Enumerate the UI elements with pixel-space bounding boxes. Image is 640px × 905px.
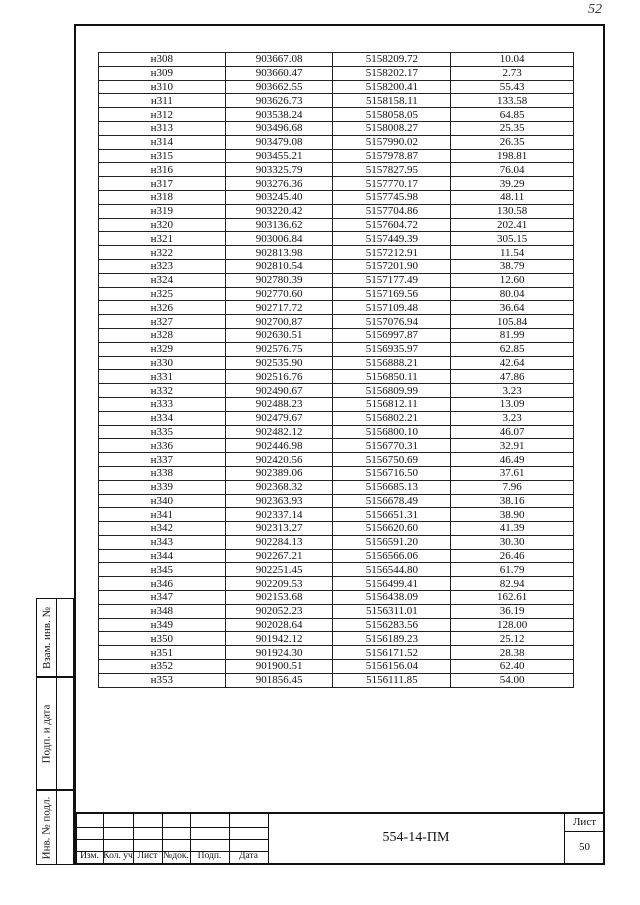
distance-cell: 25.12 (451, 632, 574, 646)
distance-cell: 64.85 (451, 108, 574, 122)
x-coordinate-cell: 903626.73 (225, 94, 333, 108)
x-coordinate-cell: 902251.45 (225, 563, 333, 577)
point-name-cell: н346 (99, 577, 226, 591)
x-coordinate-cell: 902389.06 (225, 466, 333, 480)
point-name-cell: н309 (99, 66, 226, 80)
point-name-cell: н348 (99, 604, 226, 618)
distance-cell: 82.94 (451, 577, 574, 591)
point-name-cell: н308 (99, 53, 226, 67)
table-row (99, 315, 574, 329)
y-coordinate-cell: 5156566.06 (333, 549, 451, 563)
distance-cell: 25.35 (451, 121, 574, 135)
x-coordinate-cell: 902482.12 (225, 425, 333, 439)
y-coordinate-cell: 5156544.80 (333, 563, 451, 577)
x-coordinate-cell: 903538.24 (225, 108, 333, 122)
point-name-cell: н314 (99, 135, 226, 149)
point-name-cell: н320 (99, 218, 226, 232)
y-coordinate-cell: 5157704.86 (333, 204, 451, 218)
distance-cell: 3.23 (451, 384, 574, 398)
point-name-cell: н312 (99, 108, 226, 122)
y-coordinate-cell: 5156111.85 (333, 673, 451, 687)
y-coordinate-cell: 5157177.49 (333, 273, 451, 287)
y-coordinate-cell: 5156156.04 (333, 660, 451, 674)
table-row (99, 425, 574, 439)
y-coordinate-cell: 5157978.87 (333, 149, 451, 163)
distance-cell: 62.40 (451, 660, 574, 674)
table-row (99, 466, 574, 480)
x-coordinate-cell: 901942.12 (225, 632, 333, 646)
x-coordinate-cell: 902490.67 (225, 384, 333, 398)
x-coordinate-cell: 903455.21 (225, 149, 333, 163)
distance-cell: 198.81 (451, 149, 574, 163)
y-coordinate-cell: 5156716.50 (333, 466, 451, 480)
distance-cell: 26.46 (451, 549, 574, 563)
table-row (99, 135, 574, 149)
point-name-cell: н315 (99, 149, 226, 163)
point-name-cell: н316 (99, 163, 226, 177)
distance-cell: 41.39 (451, 522, 574, 536)
point-name-cell: н350 (99, 632, 226, 646)
distance-cell: 30.30 (451, 535, 574, 549)
y-coordinate-cell: 5156311.01 (333, 604, 451, 618)
distance-cell: 28.38 (451, 646, 574, 660)
distance-cell: 61.79 (451, 563, 574, 577)
table-row (99, 632, 574, 646)
distance-cell: 38.16 (451, 494, 574, 508)
point-name-cell: н326 (99, 301, 226, 315)
point-name-cell: н322 (99, 246, 226, 260)
x-coordinate-cell: 901924.30 (225, 646, 333, 660)
document-code: 554-14-ПМ (382, 830, 450, 845)
x-coordinate-cell: 902368.32 (225, 480, 333, 494)
distance-cell: 10.04 (451, 53, 574, 67)
y-coordinate-cell: 5156935.97 (333, 342, 451, 356)
x-coordinate-cell: 902488.23 (225, 397, 333, 411)
distance-cell: 2.73 (451, 66, 574, 80)
point-name-cell: н330 (99, 356, 226, 370)
table-row (99, 411, 574, 425)
point-name-cell: н353 (99, 673, 226, 687)
y-coordinate-cell: 5157201.90 (333, 259, 451, 273)
point-name-cell: н328 (99, 328, 226, 342)
table-row (99, 163, 574, 177)
table-row (99, 660, 574, 674)
x-coordinate-cell: 903479.08 (225, 135, 333, 149)
distance-cell: 105.84 (451, 315, 574, 329)
sheet-label: Лист (572, 816, 597, 828)
y-coordinate-cell: 5156850.11 (333, 370, 451, 384)
table-row (99, 535, 574, 549)
y-coordinate-cell: 5158209.72 (333, 53, 451, 67)
y-coordinate-cell: 5156812.11 (333, 397, 451, 411)
point-name-cell: н333 (99, 397, 226, 411)
table-row (99, 384, 574, 398)
y-coordinate-cell: 5157770.17 (333, 177, 451, 191)
stamp-label-podp: Подп. (197, 851, 222, 861)
point-name-cell: н349 (99, 618, 226, 632)
table-row (99, 439, 574, 453)
table-row (99, 646, 574, 660)
y-coordinate-cell: 5156678.49 (333, 494, 451, 508)
x-coordinate-cell: 902313.27 (225, 522, 333, 536)
sheet-box (564, 814, 604, 865)
title-block (76, 812, 603, 865)
x-coordinate-cell: 903245.40 (225, 190, 333, 204)
distance-cell: 305.15 (451, 232, 574, 246)
distance-cell: 133.58 (451, 94, 574, 108)
point-name-cell: н345 (99, 563, 226, 577)
table-row (99, 342, 574, 356)
point-name-cell: н310 (99, 80, 226, 94)
point-name-cell: н340 (99, 494, 226, 508)
y-coordinate-cell: 5156283.56 (333, 618, 451, 632)
point-name-cell: н329 (99, 342, 226, 356)
y-coordinate-cell: 5157212.91 (333, 246, 451, 260)
point-name-cell: н331 (99, 370, 226, 384)
x-coordinate-cell: 902446.98 (225, 439, 333, 453)
handwritten-page-number: 52 (588, 2, 602, 17)
distance-cell: 32.91 (451, 439, 574, 453)
table-row (99, 149, 574, 163)
y-coordinate-cell: 5156651.31 (333, 508, 451, 522)
point-name-cell: н342 (99, 522, 226, 536)
x-coordinate-cell: 902810.54 (225, 259, 333, 273)
table-row (99, 549, 574, 563)
distance-cell: 38.90 (451, 508, 574, 522)
point-name-cell: н344 (99, 549, 226, 563)
table-row (99, 121, 574, 135)
table-row (99, 246, 574, 260)
point-name-cell: н324 (99, 273, 226, 287)
table-row (99, 259, 574, 273)
y-coordinate-cell: 5156189.23 (333, 632, 451, 646)
table-row (99, 356, 574, 370)
point-name-cell: н321 (99, 232, 226, 246)
x-coordinate-cell: 903006.84 (225, 232, 333, 246)
table-row (99, 80, 574, 94)
side-strip-inv (36, 790, 74, 865)
y-coordinate-cell: 5157076.94 (333, 315, 451, 329)
y-coordinate-cell: 5157827.95 (333, 163, 451, 177)
stamp-label-izm: Изм. (80, 851, 99, 861)
point-name-cell: н347 (99, 591, 226, 605)
table-row (99, 53, 574, 67)
table-row (99, 370, 574, 384)
distance-cell: 130.58 (451, 204, 574, 218)
point-name-cell: н313 (99, 121, 226, 135)
table-row (99, 563, 574, 577)
y-coordinate-cell: 5156171.52 (333, 646, 451, 660)
point-name-cell: н319 (99, 204, 226, 218)
x-coordinate-cell: 903667.08 (225, 53, 333, 67)
coordinates-table (98, 52, 574, 688)
x-coordinate-cell: 903325.79 (225, 163, 333, 177)
distance-cell: 162.61 (451, 591, 574, 605)
point-name-cell: н343 (99, 535, 226, 549)
y-coordinate-cell: 5156750.69 (333, 453, 451, 467)
point-name-cell: н334 (99, 411, 226, 425)
table-row (99, 204, 574, 218)
x-coordinate-cell: 902700.87 (225, 315, 333, 329)
side-strip-vzam (36, 598, 74, 677)
y-coordinate-cell: 5156685.13 (333, 480, 451, 494)
x-coordinate-cell: 902630.51 (225, 328, 333, 342)
table-row (99, 604, 574, 618)
x-coordinate-cell: 902420.56 (225, 453, 333, 467)
x-coordinate-cell: 902209.53 (225, 577, 333, 591)
point-name-cell: н339 (99, 480, 226, 494)
stamp-label-kol-uch: Кол. уч (103, 851, 133, 861)
side-strip-podp-label: Подп. и дата (40, 704, 53, 763)
x-coordinate-cell: 902363.93 (225, 494, 333, 508)
x-coordinate-cell: 902780.39 (225, 273, 333, 287)
table-row (99, 618, 574, 632)
distance-cell: 55.43 (451, 80, 574, 94)
table-row (99, 218, 574, 232)
revision-grid (76, 814, 268, 865)
x-coordinate-cell: 902267.21 (225, 549, 333, 563)
point-name-cell: н336 (99, 439, 226, 453)
distance-cell: 3.23 (451, 411, 574, 425)
y-coordinate-cell: 5157109.48 (333, 301, 451, 315)
table-row (99, 577, 574, 591)
point-name-cell: н337 (99, 453, 226, 467)
x-coordinate-cell: 902717.72 (225, 301, 333, 315)
table-row (99, 494, 574, 508)
distance-cell: 42.64 (451, 356, 574, 370)
y-coordinate-cell: 5158200.41 (333, 80, 451, 94)
y-coordinate-cell: 5156770.31 (333, 439, 451, 453)
point-name-cell: н318 (99, 190, 226, 204)
x-coordinate-cell: 901900.51 (225, 660, 333, 674)
y-coordinate-cell: 5156800.10 (333, 425, 451, 439)
point-name-cell: н338 (99, 466, 226, 480)
x-coordinate-cell: 901856.45 (225, 673, 333, 687)
table-row (99, 190, 574, 204)
table-row (99, 328, 574, 342)
y-coordinate-cell: 5156620.60 (333, 522, 451, 536)
x-coordinate-cell: 902052.23 (225, 604, 333, 618)
table-row (99, 108, 574, 122)
distance-cell: 26.35 (451, 135, 574, 149)
x-coordinate-cell: 902284.13 (225, 535, 333, 549)
x-coordinate-cell: 902535.90 (225, 356, 333, 370)
table-row (99, 522, 574, 536)
x-coordinate-cell: 903276.36 (225, 177, 333, 191)
y-coordinate-cell: 5157604.72 (333, 218, 451, 232)
table-row (99, 273, 574, 287)
y-coordinate-cell: 5157169.56 (333, 287, 451, 301)
table-row (99, 508, 574, 522)
distance-cell: 46.49 (451, 453, 574, 467)
distance-cell: 54.00 (451, 673, 574, 687)
side-strip-inv-label: Инв. № подл. (40, 796, 53, 859)
distance-cell: 13.09 (451, 397, 574, 411)
point-name-cell: н327 (99, 315, 226, 329)
point-name-cell: н311 (99, 94, 226, 108)
y-coordinate-cell: 5156591.20 (333, 535, 451, 549)
y-coordinate-cell: 5156997.87 (333, 328, 451, 342)
point-name-cell: н351 (99, 646, 226, 660)
y-coordinate-cell: 5158058.05 (333, 108, 451, 122)
distance-cell: 11.54 (451, 246, 574, 260)
x-coordinate-cell: 902770.60 (225, 287, 333, 301)
table-row (99, 94, 574, 108)
y-coordinate-cell: 5158158.11 (333, 94, 451, 108)
table-row (99, 232, 574, 246)
y-coordinate-cell: 5156809.99 (333, 384, 451, 398)
x-coordinate-cell: 902479.67 (225, 411, 333, 425)
sheet-number: 50 (579, 841, 590, 853)
y-coordinate-cell: 5158008.27 (333, 121, 451, 135)
x-coordinate-cell: 902576.75 (225, 342, 333, 356)
x-coordinate-cell: 903662.55 (225, 80, 333, 94)
distance-cell: 37.61 (451, 466, 574, 480)
y-coordinate-cell: 5156888.21 (333, 356, 451, 370)
point-name-cell: н332 (99, 384, 226, 398)
distance-cell: 48.11 (451, 190, 574, 204)
point-name-cell: н325 (99, 287, 226, 301)
distance-cell: 128.00 (451, 618, 574, 632)
distance-cell: 39.29 (451, 177, 574, 191)
y-coordinate-cell: 5158202.17 (333, 66, 451, 80)
y-coordinate-cell: 5157449.39 (333, 232, 451, 246)
y-coordinate-cell: 5156499.41 (333, 577, 451, 591)
x-coordinate-cell: 902028.64 (225, 618, 333, 632)
distance-cell: 12.60 (451, 273, 574, 287)
table-row (99, 673, 574, 687)
distance-cell: 38.79 (451, 259, 574, 273)
distance-cell: 36.64 (451, 301, 574, 315)
x-coordinate-cell: 903136.62 (225, 218, 333, 232)
x-coordinate-cell: 903660.47 (225, 66, 333, 80)
table-row (99, 480, 574, 494)
x-coordinate-cell: 903496.68 (225, 121, 333, 135)
stamp-label-ndok: №док. (163, 851, 189, 861)
y-coordinate-cell: 5157990.02 (333, 135, 451, 149)
point-name-cell: н352 (99, 660, 226, 674)
distance-cell: 36.19 (451, 604, 574, 618)
table-row (99, 301, 574, 315)
point-name-cell: н335 (99, 425, 226, 439)
y-coordinate-cell: 5156438.09 (333, 591, 451, 605)
table-row (99, 591, 574, 605)
stamp-label-data: Дата (239, 851, 258, 861)
table-row (99, 287, 574, 301)
table-row (99, 177, 574, 191)
table-row (99, 453, 574, 467)
x-coordinate-cell: 902516.76 (225, 370, 333, 384)
point-name-cell: н317 (99, 177, 226, 191)
point-name-cell: н323 (99, 259, 226, 273)
distance-cell: 81.99 (451, 328, 574, 342)
distance-cell: 7.96 (451, 480, 574, 494)
x-coordinate-cell: 902153.68 (225, 591, 333, 605)
distance-cell: 47.86 (451, 370, 574, 384)
distance-cell: 62.85 (451, 342, 574, 356)
point-name-cell: н341 (99, 508, 226, 522)
x-coordinate-cell: 902813.98 (225, 246, 333, 260)
side-strip-podp (36, 677, 74, 790)
y-coordinate-cell: 5156802.21 (333, 411, 451, 425)
table-row (99, 66, 574, 80)
distance-cell: 46.07 (451, 425, 574, 439)
x-coordinate-cell: 902337.14 (225, 508, 333, 522)
y-coordinate-cell: 5157745.98 (333, 190, 451, 204)
distance-cell: 80.04 (451, 287, 574, 301)
stamp-label-list: Лист (137, 851, 158, 861)
distance-cell: 76.04 (451, 163, 574, 177)
x-coordinate-cell: 903220.42 (225, 204, 333, 218)
side-strip-vzam-label: Взам. инв. № (40, 606, 53, 669)
table-row (99, 397, 574, 411)
distance-cell: 202.41 (451, 218, 574, 232)
